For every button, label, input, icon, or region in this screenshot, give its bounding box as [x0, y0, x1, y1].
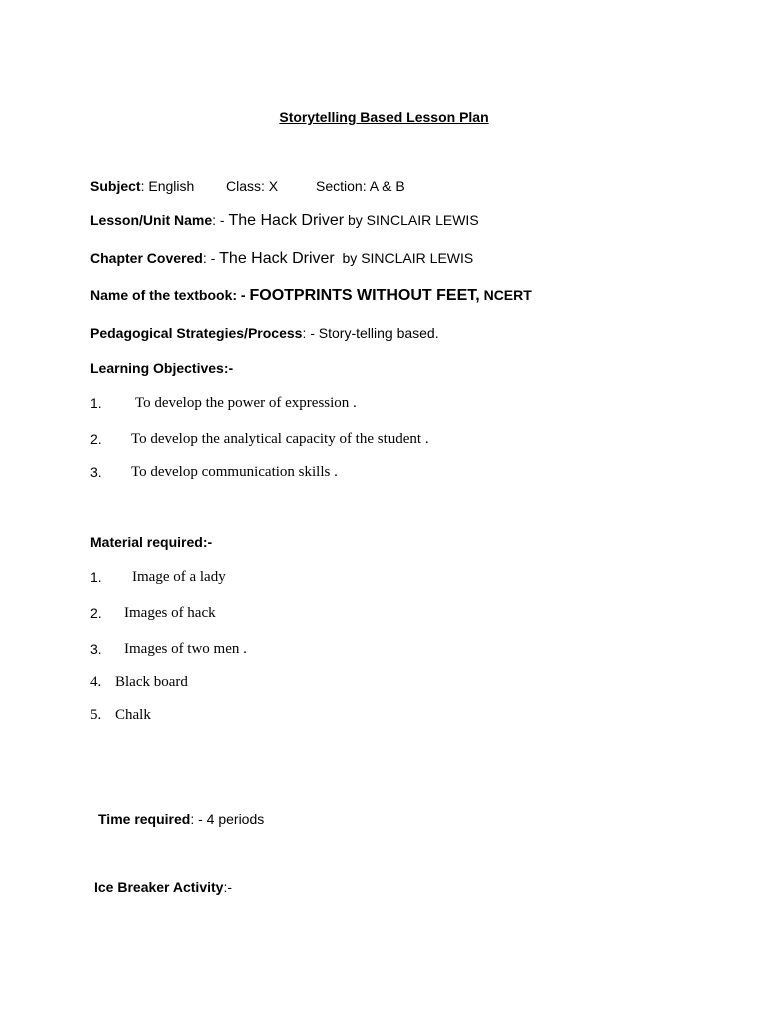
textbook-line	[90, 288, 532, 304]
objective-text-2: To develop the analytical capacity of the student .	[131, 431, 429, 447]
list-number: 4.	[90, 674, 102, 690]
lesson-label: Lesson/Unit Name	[90, 212, 213, 228]
chapter-line	[90, 251, 473, 267]
textbook-name: FOOTPRINTS WITHOUT FEET,	[249, 287, 480, 304]
chapter-sep: : -	[202, 250, 220, 266]
section-value: Section: A & B	[316, 178, 405, 194]
chapter-label: Chapter Covered	[90, 250, 203, 266]
lesson-name: The Hack Driver	[228, 212, 345, 229]
pedagogy-line	[90, 326, 439, 340]
lesson-author: by SINCLAIR LEWIS	[344, 212, 479, 228]
list-number: 3.	[90, 641, 102, 657]
list-number: 1.	[90, 395, 102, 411]
material-item-3	[90, 642, 102, 656]
list-number: 5.	[90, 707, 102, 723]
materials-heading: Material required:-	[90, 534, 213, 550]
objectives-heading: Learning Objectives:-	[90, 360, 234, 376]
subject-label: Subject	[90, 178, 141, 194]
icebreaker-label: Ice Breaker Activity	[94, 879, 224, 895]
objective-item-2	[90, 432, 102, 446]
material-item-1	[90, 570, 102, 584]
chapter-author: by SINCLAIR LEWIS	[334, 250, 474, 266]
objective-text-1: To develop the power of expression .	[135, 395, 357, 411]
material-text-3: Images of two men .	[124, 641, 247, 657]
list-number: 2.	[90, 431, 102, 447]
page-title: Storytelling Based Lesson Plan	[279, 109, 489, 125]
objective-text-3: To develop communication skills .	[131, 464, 338, 480]
lesson-sep: : -	[212, 212, 229, 228]
material-item-4	[90, 675, 101, 690]
objective-item-3	[90, 465, 102, 479]
material-text-5: Chalk	[115, 707, 151, 723]
icebreaker-line	[94, 880, 232, 894]
time-label: Time required	[98, 811, 191, 827]
textbook-publisher: NCERT	[479, 287, 532, 303]
material-text-1: Image of a lady	[132, 569, 226, 585]
material-text-2: Images of hack	[124, 605, 216, 621]
textbook-sep: : -	[232, 287, 250, 303]
subject-line	[90, 179, 194, 193]
pedagogy-value: : - Story-telling based.	[302, 325, 439, 341]
icebreaker-value: :-	[223, 879, 233, 895]
objective-item-1	[90, 396, 102, 410]
time-line	[98, 812, 264, 826]
textbook-label: Name of the textbook	[90, 287, 233, 303]
class-value: Class: X	[226, 178, 279, 194]
time-value: : - 4 periods	[190, 811, 265, 827]
material-item-2	[90, 606, 102, 620]
subject-value: : English	[140, 178, 195, 194]
list-number: 2.	[90, 605, 102, 621]
list-number: 3.	[90, 464, 102, 480]
lesson-line	[90, 213, 479, 229]
list-number: 1.	[90, 569, 102, 585]
chapter-name: The Hack Driver	[219, 250, 335, 267]
pedagogy-label: Pedagogical Strategies/Process	[90, 325, 303, 341]
material-text-4: Black board	[115, 674, 188, 690]
material-item-5	[90, 708, 101, 723]
